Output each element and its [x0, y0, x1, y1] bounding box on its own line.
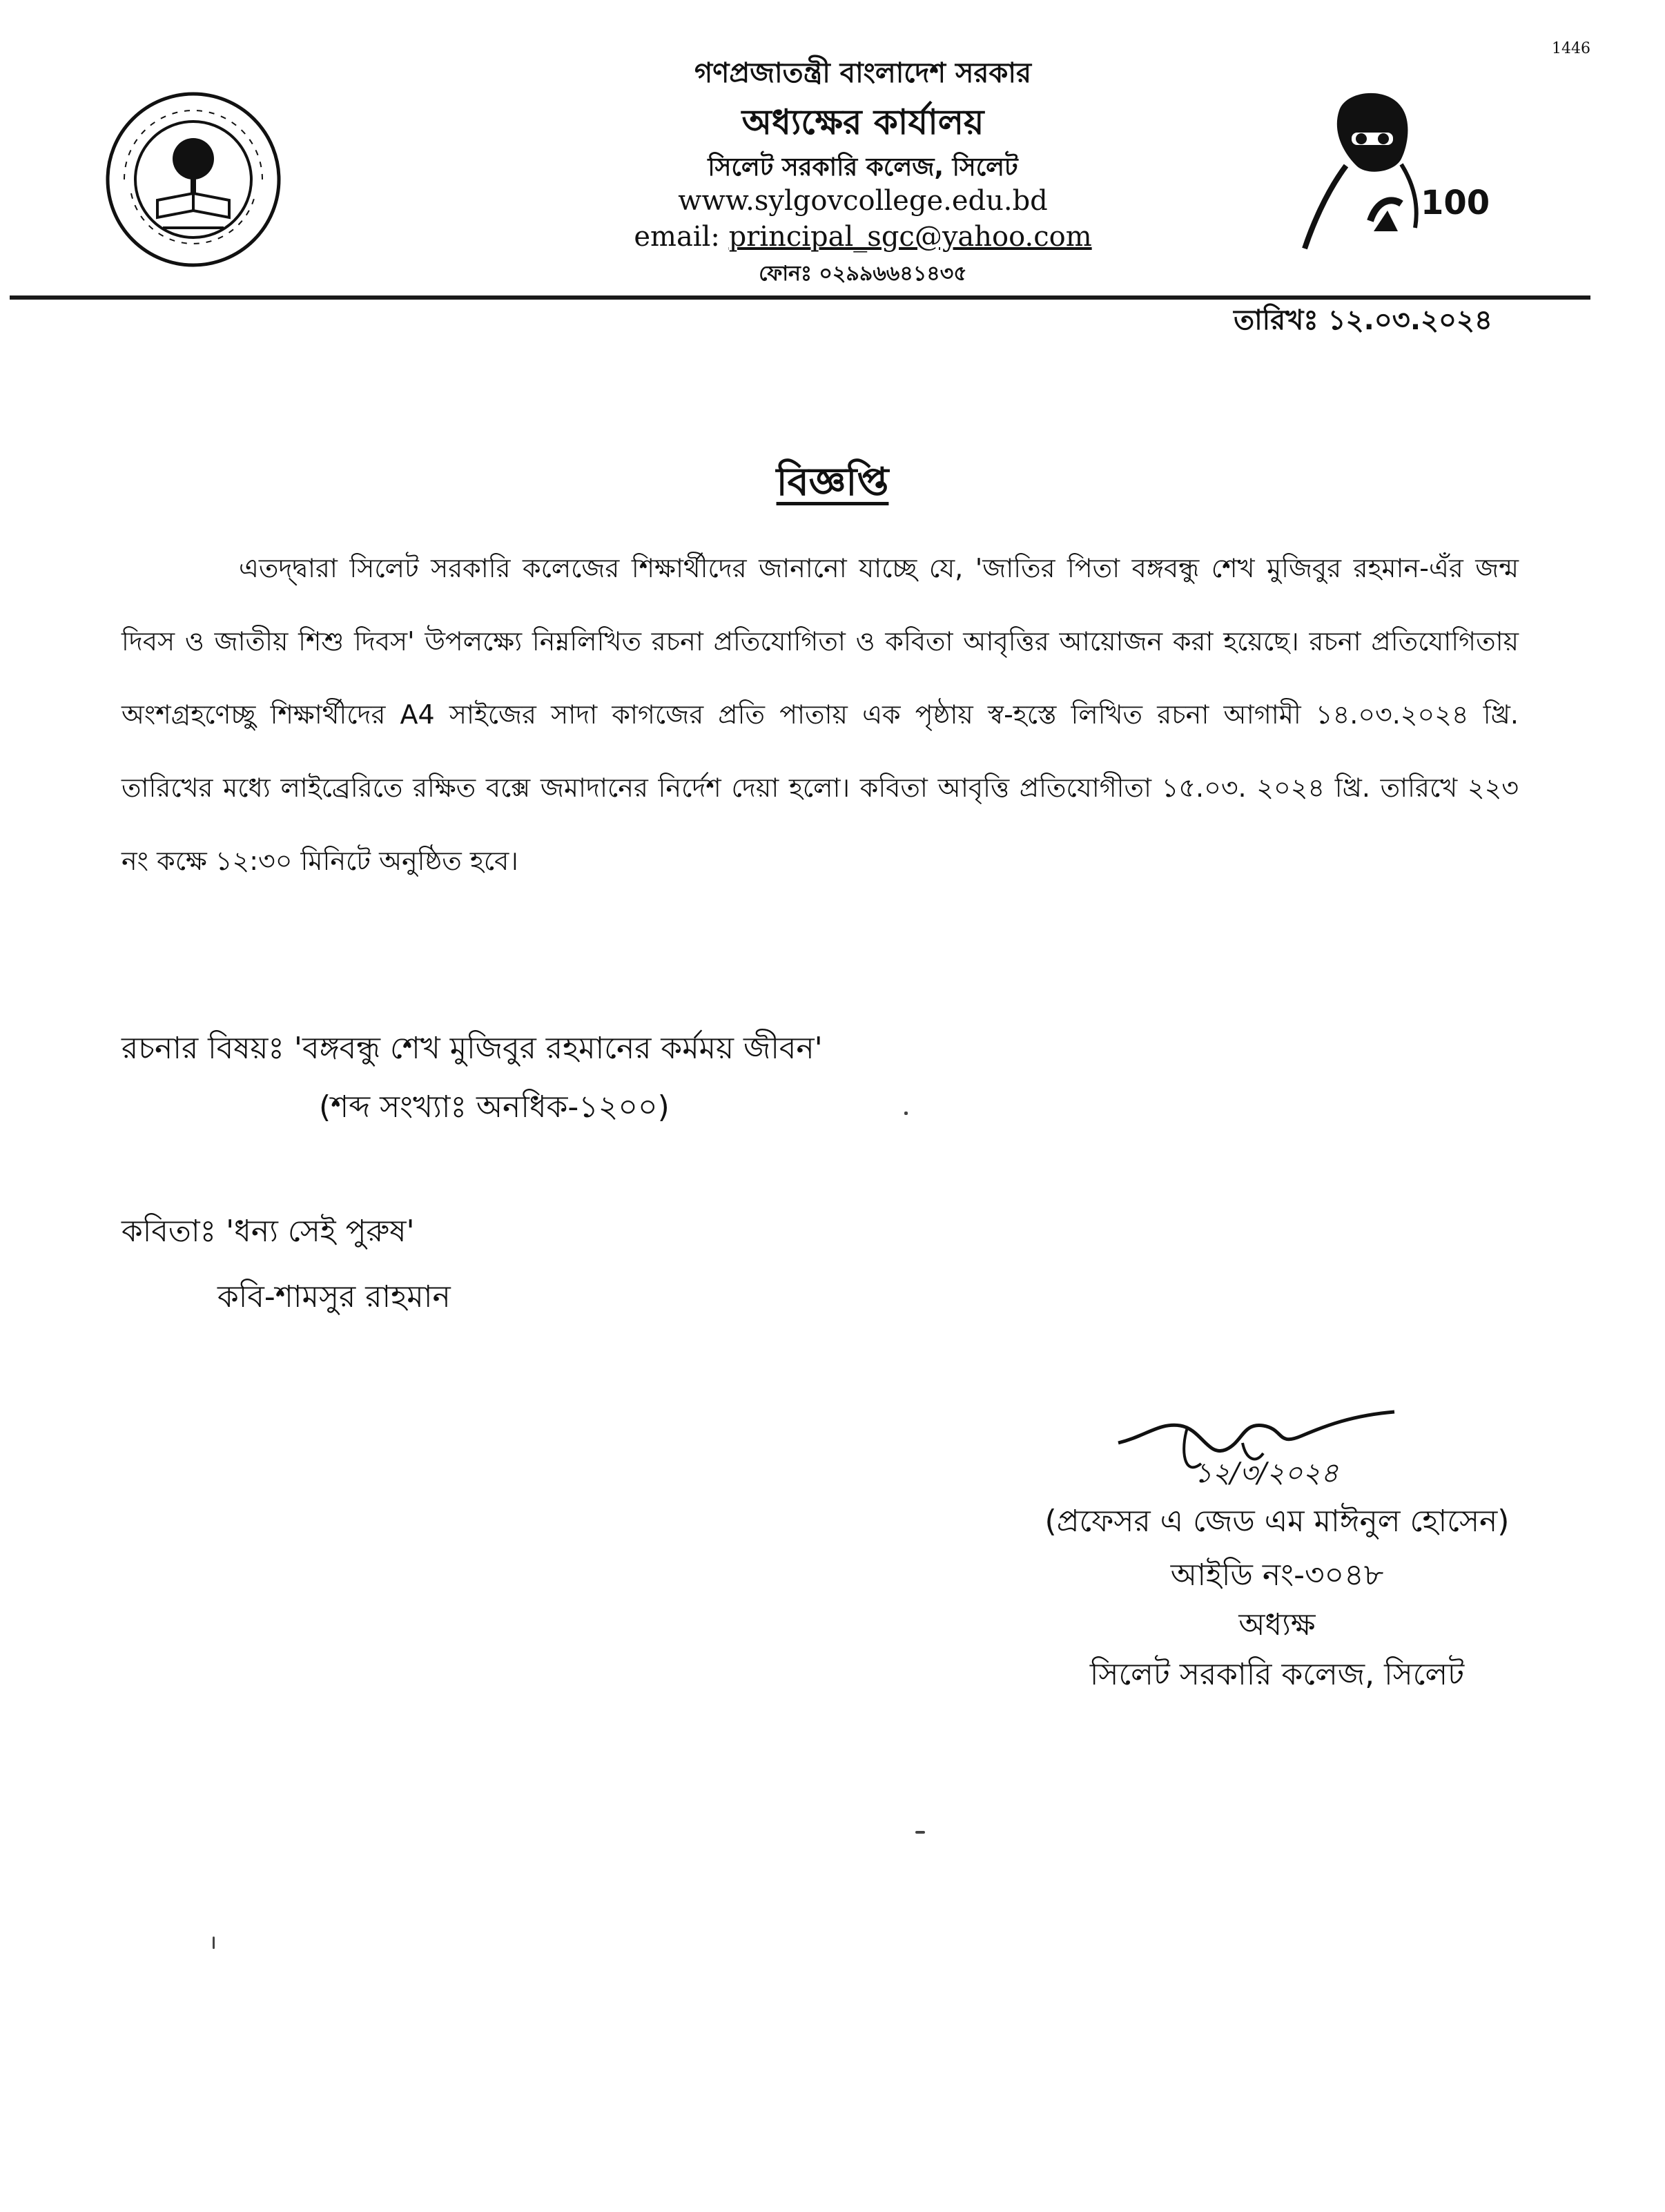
college-seal-icon	[104, 90, 283, 272]
email-line	[483, 221, 1243, 253]
notice-body: এতদ্দ্বারা সিলেট সরকারি কলেজের শিক্ষার্থীদের জানানো যাচ্ছে যে, 'জাতির পিতা বঙ্গবন্ধু শেখ মুজিবুর রহমান-এঁর জন্ম দিবস ও জাতীয় শিশু দিবস' উপলক্ষ্যে নিম্নলিখিত রচনা প্রতিযোগিতা ও কবিতা আবৃত্তির আয়োজন করা হয়েছে। রচনা প্রতিযোগিতায় অংশগ্রহণেচ্ছু শিক্ষার্থীদের A4 সাইজের সাদা কাগজের প্রতি পাতায় এক পৃষ্ঠায় স্ব-হস্তে লিখিত রচনা আগামী ১৪.০৩.২০২৪ খ্রি. তারিখের মধ্যে লাইব্রেরিতে রক্ষিত বক্সে জমাদানের নির্দেশ দেয়া হলো। কবিতা আবৃত্তি প্রতিযোগীতা ১৫.০৩. ২০২৪ খ্রি. তারিখে ২২৩ নং কক্ষে ১২:৩০ মিনিটে অনুষ্ঠিত হবে।	[121, 553, 1519, 876]
scan-speck	[915, 1831, 925, 1834]
principal-signature	[1104, 1395, 1422, 1508]
government-name: গণপ্রজাতন্ত্রী বাংলাদেশ সরকার	[694, 57, 1031, 89]
principal-office: সিলেট সরকারি কলেজ, সিলেট	[1089, 1657, 1465, 1692]
website-link[interactable]: www.sylgovcollege.edu.bd	[678, 185, 1048, 217]
principal-name: (প্রফেসর এ জেড এম মাঈনুল হোসেন)	[1044, 1504, 1510, 1539]
signature-date: ১২/৩/২০২৪	[1194, 1457, 1338, 1489]
page-number: 1446	[1552, 40, 1590, 57]
email-label: email:	[634, 221, 729, 253]
essay-word-limit: (শব্দ সংখ্যাঃ অনধিক-১২০০)	[319, 1089, 670, 1125]
poem-title: কবিতাঃ 'ধন্য সেই পুরুষ'	[121, 1214, 415, 1249]
office-name: অধ্যক্ষের কার্যালয়	[741, 102, 984, 142]
notice-title-text: বিজ্ঞপ্তি	[776, 460, 889, 505]
poem-poet: কবি-শামসুর রাহমান	[217, 1279, 451, 1314]
phone-number: ফোনঃ ০২৯৯৬৬৪১৪৩৫	[759, 262, 967, 286]
notice-date: তারিখঃ ১২.০৩.২০২৪	[1234, 304, 1492, 336]
college-name: সিলেট সরকারি কলেজ, সিলেট	[708, 153, 1018, 182]
svg-text:100: 100	[1421, 184, 1490, 222]
principal-designation: অধ্যক্ষ	[1238, 1607, 1316, 1642]
essay-topic: রচনার বিষয়ঃ 'বঙ্গবন্ধু শেখ মুজিবুর রহমানের কর্মময় জীবন'	[121, 1031, 823, 1066]
scan-speck	[213, 1937, 215, 1949]
notice-title	[0, 452, 1665, 517]
principal-id: আইডি নং-৩০৪৮	[1170, 1558, 1384, 1593]
email-link[interactable]: principal_sgc@yahoo.com	[728, 221, 1092, 253]
scan-speck	[904, 1112, 908, 1115]
mujib-100-portrait-icon	[1298, 83, 1490, 258]
